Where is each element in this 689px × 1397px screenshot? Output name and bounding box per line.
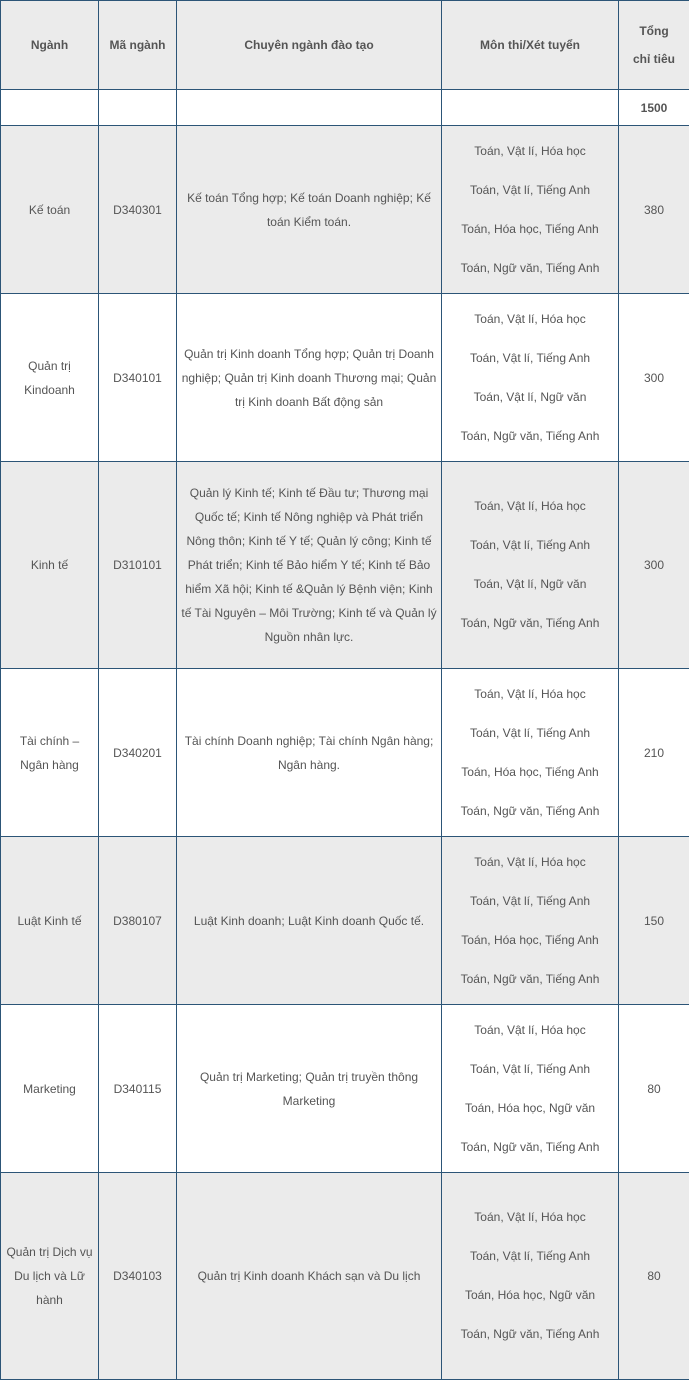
cell-mon-thi bbox=[442, 669, 619, 837]
cell-nganh: Marketing bbox=[1, 1005, 99, 1173]
cell-chuyen-nganh: Luật Kinh doanh; Luật Kinh doanh Quốc tế. bbox=[177, 837, 442, 1005]
cell-nganh: Kế toán bbox=[1, 126, 99, 294]
subject-combo: Toán, Vật lí, Tiếng Anh bbox=[469, 1249, 591, 1263]
cell-chi-tieu: 210 bbox=[619, 669, 689, 837]
cell-mon-thi bbox=[442, 1005, 619, 1173]
cell-mon-thi bbox=[442, 462, 619, 669]
subject-combo: Toán, Hóa học, Tiếng Anh bbox=[461, 764, 599, 779]
subject-combo: Toán, Ngữ văn, Tiếng Anh bbox=[460, 803, 600, 818]
subject-combo: Toán, Ngữ văn, Tiếng Anh bbox=[460, 971, 600, 986]
subject-combo: Toán, Hóa học, Tiếng Anh bbox=[461, 221, 599, 236]
cell-ma-nganh: D340115 bbox=[99, 1005, 177, 1173]
cell-ma-nganh: D340101 bbox=[99, 294, 177, 462]
cell-ma-nganh: D340201 bbox=[99, 669, 177, 837]
cell-chuyen-nganh: Quản lý Kinh tế; Kinh tế Đầu tư; Thương mại Quốc tế; Kinh tế Nông nghiệp và Phát triển Nông thôn; Kinh tế Y tế; Quản lý công; Kinh tế Phát triển; Kinh tế Bảo hiểm Y tế; Kinh tế Bảo hiểm Xã hội; Kinh tế &Quản lý Bệnh viện; Kinh tế Tài Nguyên – Môi Trường; Kinh tế và Quản lý Nguồn nhân lực. bbox=[177, 462, 442, 669]
cell-mon-thi bbox=[442, 837, 619, 1005]
cell-chuyen-nganh: Quản trị Kinh doanh Tổng hợp; Quản trị Doanh nghiệp; Quản trị Kinh doanh Thương mại; Quản trị Kinh doanh Bất động sản bbox=[177, 294, 442, 462]
cell-chuyen-nganh: Tài chính Doanh nghiệp; Tài chính Ngân hàng; Ngân hàng. bbox=[177, 669, 442, 837]
subject-combo: Toán, Hóa học, Ngữ văn bbox=[464, 1288, 596, 1302]
subject-combo: Toán, Vật lí, Tiếng Anh bbox=[469, 182, 591, 197]
header-row bbox=[1, 1, 689, 90]
subject-combo: Toán, Ngữ văn, Tiếng Anh bbox=[460, 260, 600, 275]
table-row bbox=[1, 126, 689, 294]
cell-nganh: Tài chính – Ngân hàng bbox=[1, 669, 99, 837]
total-empty-cell bbox=[99, 90, 177, 126]
cell-mon-thi bbox=[442, 294, 619, 462]
header-nganh: Ngành bbox=[1, 1, 99, 90]
table-row bbox=[1, 294, 689, 462]
cell-ma-nganh: D310101 bbox=[99, 462, 177, 669]
subject-combo: Toán, Vật lí, Tiếng Anh bbox=[469, 1061, 591, 1076]
subject-combo: Toán, Ngữ văn, Tiếng Anh bbox=[460, 1327, 600, 1341]
cell-chuyen-nganh: Quản trị Kinh doanh Khách sạn và Du lịch bbox=[177, 1173, 442, 1380]
subject-combo: Toán, Vật lí, Hóa học bbox=[474, 1210, 586, 1224]
cell-chi-tieu: 80 bbox=[619, 1005, 689, 1173]
subject-combo: Toán, Vật lí, Hóa học bbox=[474, 499, 586, 513]
header-mon-thi: Môn thi/Xét tuyển bbox=[442, 1, 619, 90]
cell-chi-tieu: 150 bbox=[619, 837, 689, 1005]
subject-combo: Toán, Ngữ văn, Tiếng Anh bbox=[460, 1139, 600, 1154]
table-row bbox=[1, 669, 689, 837]
subject-combo: Toán, Vật lí, Tiếng Anh bbox=[469, 538, 591, 552]
table-row bbox=[1, 1173, 689, 1380]
cell-ma-nganh: D380107 bbox=[99, 837, 177, 1005]
subject-combo: Toán, Vật lí, Tiếng Anh bbox=[469, 725, 591, 740]
cell-chi-tieu: 300 bbox=[619, 294, 689, 462]
subject-combo: Toán, Vật lí, Hóa học bbox=[474, 143, 586, 158]
cell-chi-tieu: 80 bbox=[619, 1173, 689, 1380]
cell-chuyen-nganh: Kế toán Tổng hợp; Kế toán Doanh nghiệp; Kế toán Kiểm toán. bbox=[177, 126, 442, 294]
header-tong-line2: chỉ tiêu bbox=[632, 52, 675, 66]
cell-ma-nganh: D340301 bbox=[99, 126, 177, 294]
subject-combo: Toán, Ngữ văn, Tiếng Anh bbox=[460, 616, 600, 630]
total-row bbox=[1, 90, 689, 126]
cell-nganh: Quản trị Kindoanh bbox=[1, 294, 99, 462]
table-row bbox=[1, 462, 689, 669]
subject-combo: Toán, Vật lí, Hóa học bbox=[474, 686, 586, 701]
total-value: 1500 bbox=[619, 90, 689, 126]
cell-nganh: Kinh tế bbox=[1, 462, 99, 669]
subject-combo: Toán, Hóa học, Ngữ văn bbox=[464, 1100, 596, 1115]
total-empty-cell bbox=[442, 90, 619, 126]
cell-chuyen-nganh: Quản trị Marketing; Quản trị truyền thông Marketing bbox=[177, 1005, 442, 1173]
subject-combo: Toán, Vật lí, Hóa học bbox=[474, 1022, 586, 1037]
total-empty-cell bbox=[177, 90, 442, 126]
subject-combo: Toán, Vật lí, Tiếng Anh bbox=[469, 893, 591, 908]
header-tong-chi-tieu bbox=[619, 1, 689, 90]
subject-combo: Toán, Vật lí, Hóa học bbox=[474, 854, 586, 869]
subject-combo: Toán, Vật lí, Ngữ văn bbox=[473, 577, 587, 591]
subject-combo: Toán, Vật lí, Tiếng Anh bbox=[469, 350, 591, 365]
cell-mon-thi bbox=[442, 1173, 619, 1380]
header-tong-line1: Tổng bbox=[639, 24, 669, 38]
subject-combo: Toán, Hóa học, Tiếng Anh bbox=[461, 932, 599, 947]
cell-chi-tieu: 380 bbox=[619, 126, 689, 294]
subject-combo: Toán, Vật lí, Ngữ văn bbox=[473, 389, 587, 404]
cell-ma-nganh: D340103 bbox=[99, 1173, 177, 1380]
cell-nganh: Quản trị Dịch vụ Du lịch và Lữ hành bbox=[1, 1173, 99, 1380]
table-row bbox=[1, 1005, 689, 1173]
cell-chi-tieu: 300 bbox=[619, 462, 689, 669]
header-ma-nganh: Mã ngành bbox=[99, 1, 177, 90]
header-chuyen-nganh: Chuyên ngành đào tạo bbox=[177, 1, 442, 90]
subject-combo: Toán, Ngữ văn, Tiếng Anh bbox=[460, 428, 600, 443]
subject-combo: Toán, Vật lí, Hóa học bbox=[474, 311, 586, 326]
cell-mon-thi bbox=[442, 126, 619, 294]
cell-nganh: Luật Kinh tế bbox=[1, 837, 99, 1005]
total-empty-cell bbox=[1, 90, 99, 126]
table-row bbox=[1, 837, 689, 1005]
